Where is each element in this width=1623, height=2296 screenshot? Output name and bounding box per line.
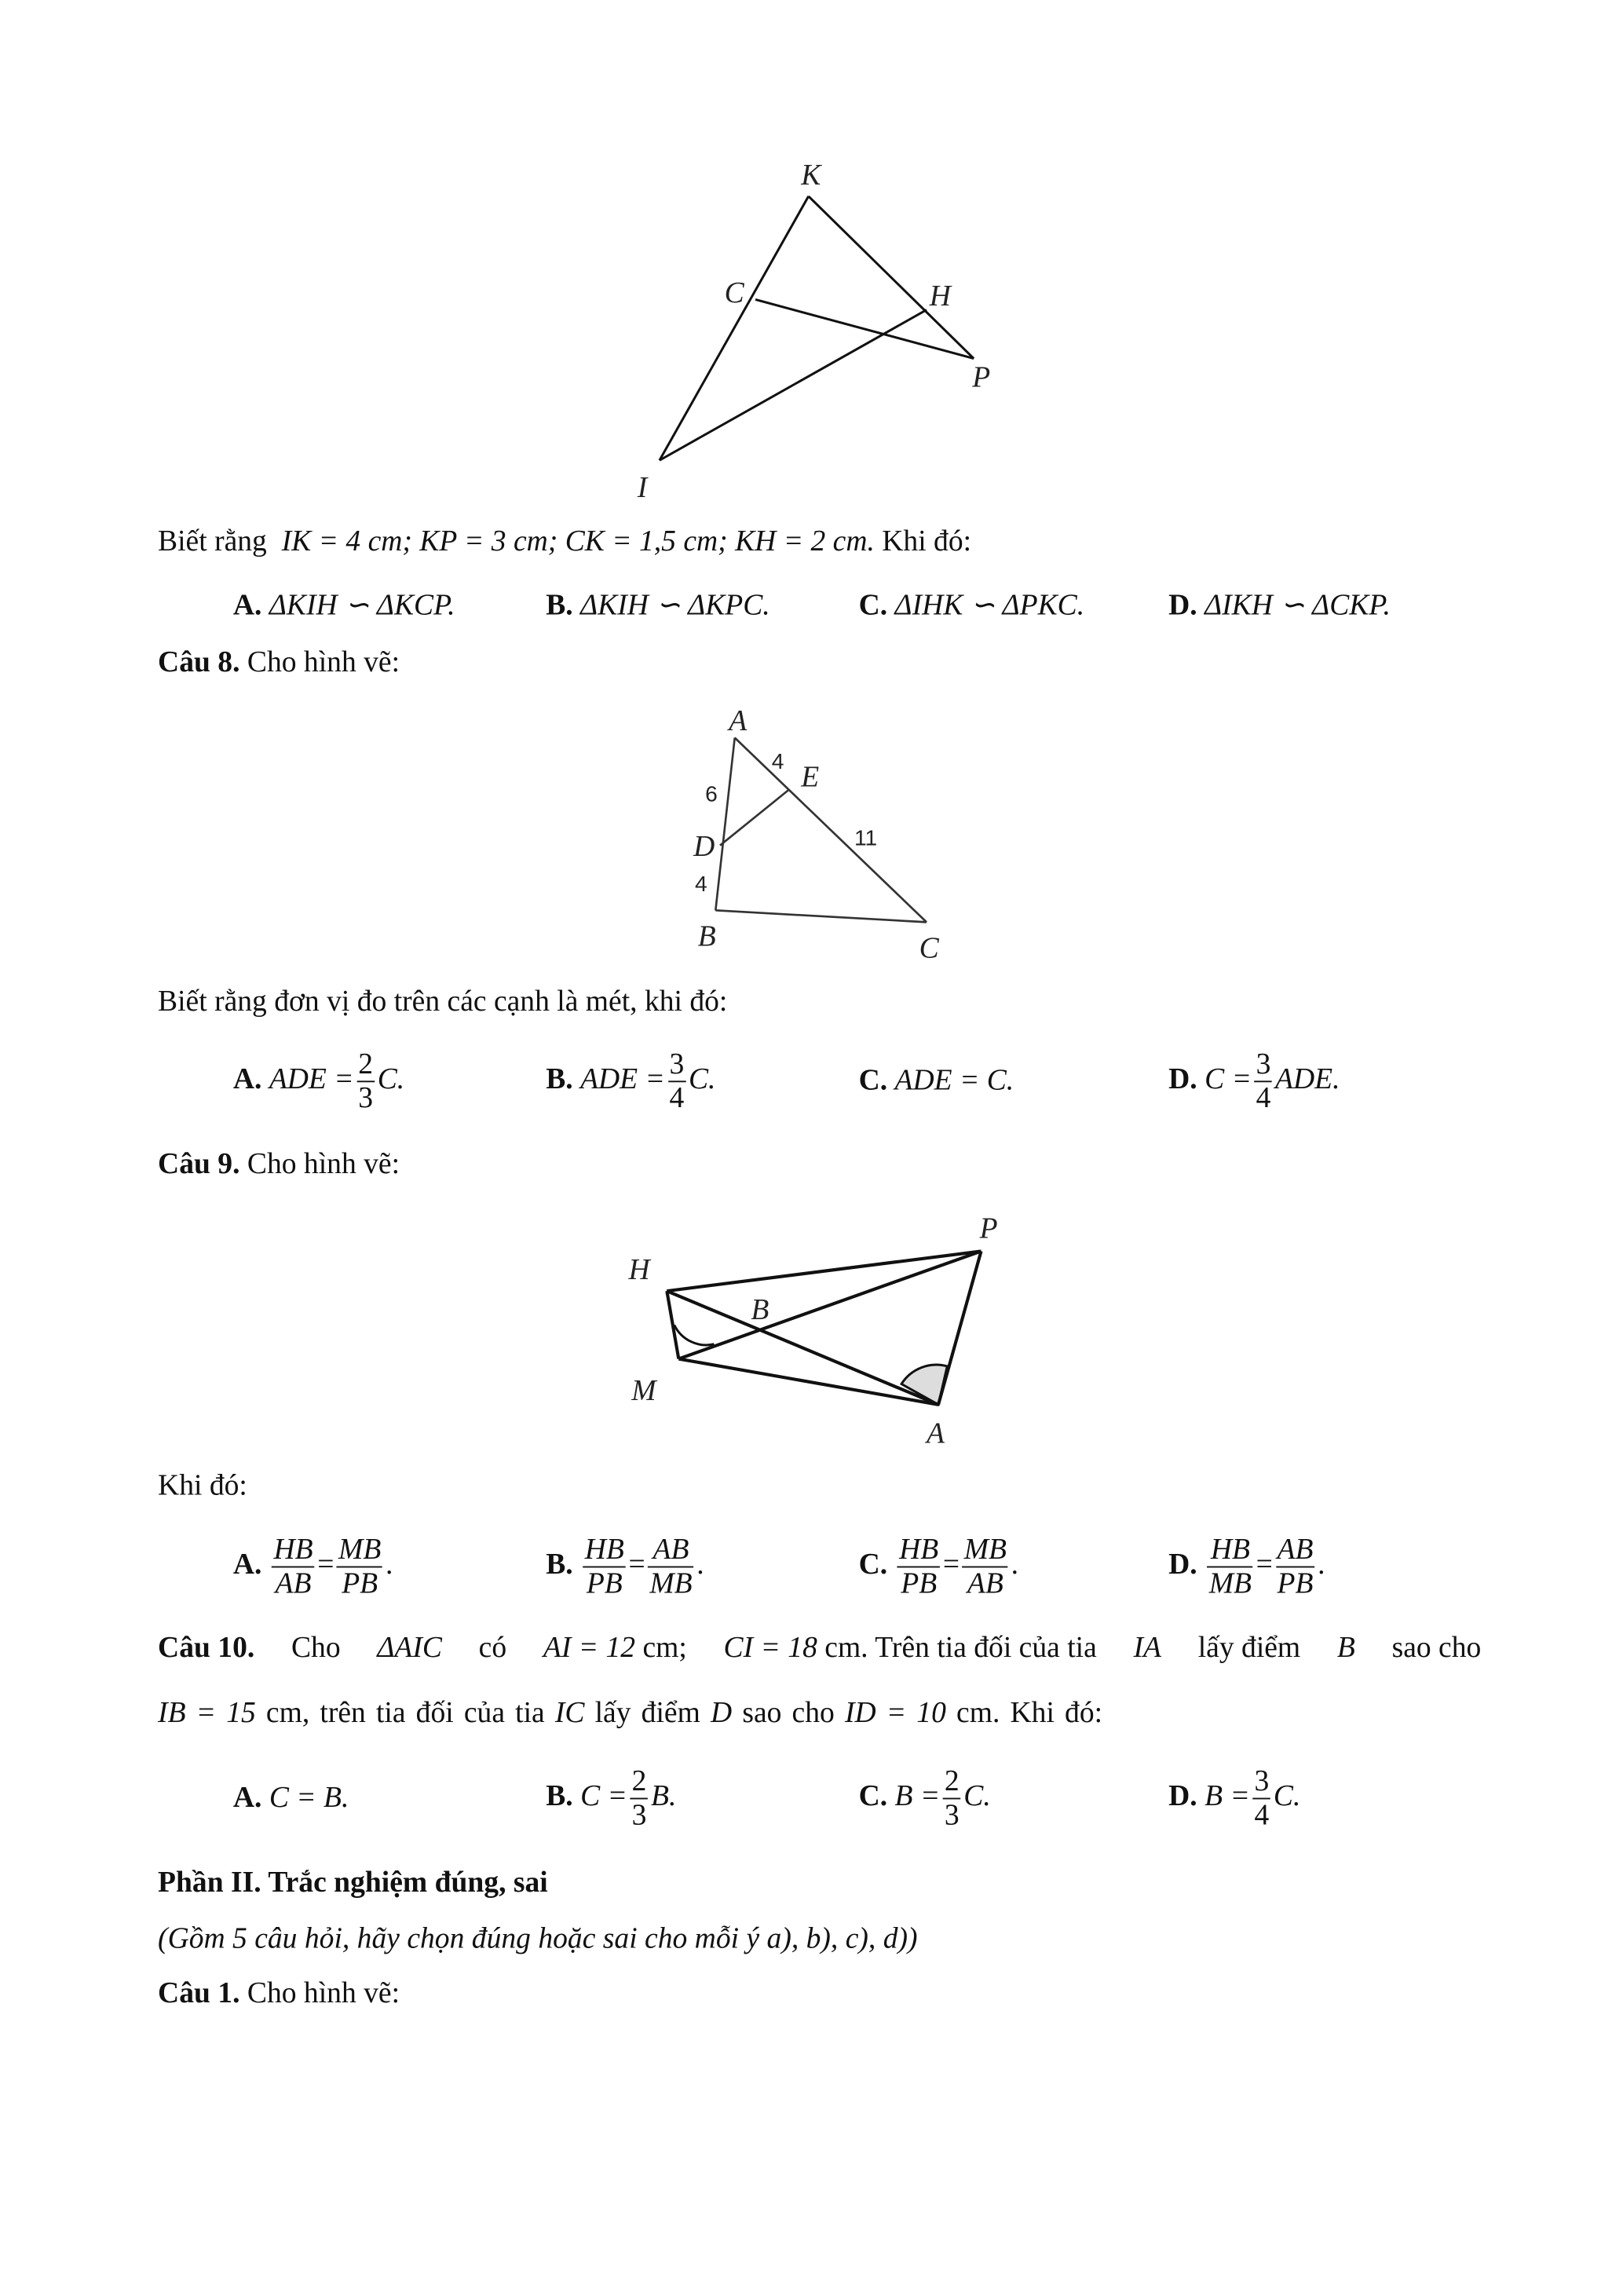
- option-letter: D.: [1168, 1548, 1197, 1581]
- option-letter: B.: [546, 1062, 573, 1096]
- label-p: P: [972, 361, 991, 394]
- option-lhs: C = B.: [269, 1781, 349, 1815]
- option-letter: B.: [546, 1780, 573, 1813]
- numerator: HB: [273, 1534, 313, 1567]
- q8-option-c[interactable]: [859, 1065, 1014, 1099]
- label-d: D: [693, 830, 715, 863]
- question-title: Câu 1.: [158, 1976, 240, 2010]
- option-letter: C.: [858, 1780, 888, 1813]
- fraction: [631, 1765, 649, 1832]
- length-db: 4: [695, 870, 707, 896]
- option-letter: D.: [1168, 1062, 1197, 1096]
- question-title: Câu 8.: [158, 646, 240, 679]
- math: IB = 15: [158, 1696, 256, 1730]
- label-h2: H: [628, 1254, 650, 1287]
- math: IA: [1133, 1632, 1162, 1665]
- q7-option-d[interactable]: [1168, 587, 1391, 623]
- numerator: AB: [1277, 1534, 1314, 1567]
- given-prefix: Biết rằng: [158, 525, 267, 558]
- option-lhs: ADE =: [580, 1062, 665, 1096]
- option-letter: A.: [232, 589, 262, 622]
- given-kp: KP = 3 cm;: [419, 525, 558, 558]
- fraction: [1255, 1048, 1273, 1115]
- given-ck: CK = 1,5 cm;: [565, 525, 728, 558]
- denominator: 4: [1256, 1082, 1271, 1115]
- option-letter: B.: [546, 589, 573, 622]
- figure-quadrilateral-hpam: [667, 1251, 981, 1404]
- segment-ki: [660, 196, 809, 460]
- option-rhs: C.: [1273, 1780, 1301, 1813]
- label-c2: C: [919, 932, 939, 965]
- fraction: [648, 1534, 693, 1600]
- option-lhs: B =: [894, 1780, 941, 1813]
- segment-kp: [809, 196, 974, 359]
- numerator: 2: [358, 1048, 374, 1081]
- fraction: [1276, 1534, 1315, 1600]
- q9-option-a[interactable]: A. $\frac{HB}{AB}$ = $\frac{MB}{PB}$ .: [232, 1534, 393, 1600]
- denominator: PB: [586, 1567, 623, 1600]
- part2-q1-heading: [158, 1977, 400, 2011]
- option-letter: B.: [546, 1548, 573, 1581]
- numerator: 3: [1254, 1765, 1270, 1798]
- q10-line1: [158, 1632, 1481, 1665]
- denominator: 3: [358, 1082, 374, 1115]
- denominator: 4: [1254, 1799, 1270, 1832]
- math: IC: [554, 1696, 585, 1730]
- option-lhs: ADE =: [269, 1062, 354, 1096]
- figure-triangle-abc: [715, 738, 927, 923]
- label-a2: A: [927, 1417, 945, 1450]
- q9-statement: Khi đó:: [158, 1469, 247, 1502]
- denominator: PB: [342, 1567, 378, 1600]
- numerator: MB: [963, 1534, 1007, 1567]
- given-kh: KH = 2 cm.: [735, 525, 875, 558]
- q9-option-d[interactable]: D. $\frac{HB}{MB}$ = $\frac{AB}{PB}$ .: [1168, 1534, 1325, 1600]
- q8-statement: Biết rằng đơn vị đo trên các cạnh là mét, khi đó:: [158, 985, 728, 1018]
- q9-heading: [158, 1148, 400, 1182]
- text: lấy điểm: [1197, 1632, 1301, 1665]
- question-prompt: Cho hình vẽ:: [247, 646, 400, 679]
- math: D: [711, 1696, 733, 1730]
- denominator: MB: [649, 1567, 693, 1600]
- option-lhs: C =: [1204, 1062, 1252, 1096]
- numerator: 3: [669, 1048, 685, 1081]
- numerator: 2: [944, 1765, 960, 1798]
- option-lhs: ADE = C.: [894, 1064, 1014, 1098]
- fraction: [963, 1534, 1008, 1600]
- fraction: [356, 1048, 375, 1115]
- fraction: [272, 1534, 315, 1600]
- fraction: [1253, 1765, 1271, 1832]
- text: lấy điểm: [594, 1696, 700, 1730]
- option-letter: C.: [858, 589, 888, 622]
- q8-option-b[interactable]: [546, 1048, 715, 1115]
- segment-ih: [660, 310, 927, 461]
- label-b: B: [697, 920, 716, 953]
- denominator: 4: [669, 1082, 685, 1115]
- fraction: [337, 1534, 382, 1600]
- part2-note: (Gồm 5 câu hỏi, hãy chọn đúng hoặc sai cho mỗi ý a), b), c), d)): [158, 1922, 918, 1955]
- label-c: C: [724, 277, 744, 310]
- text: Cho: [291, 1632, 341, 1665]
- numerator: HB: [584, 1534, 624, 1567]
- numerator: HB: [899, 1534, 939, 1567]
- label-i: I: [637, 472, 648, 505]
- numerator: AB: [648, 1534, 693, 1567]
- length-ad: 6: [705, 781, 718, 806]
- text: cm. Trên tia đối của tia: [824, 1632, 1097, 1665]
- q7-option-a[interactable]: [233, 587, 455, 623]
- fraction: [668, 1048, 686, 1115]
- option-lhs: B =: [1204, 1780, 1250, 1813]
- text: cm;: [642, 1632, 687, 1665]
- denominator: 3: [944, 1799, 960, 1832]
- q10-option-b[interactable]: [546, 1765, 676, 1832]
- label-m: M: [631, 1375, 656, 1408]
- fraction: [583, 1534, 626, 1600]
- numerator: MB: [338, 1534, 382, 1567]
- option-rhs: B.: [650, 1780, 677, 1813]
- option-rhs: C.: [688, 1062, 716, 1096]
- q7-option-c[interactable]: [859, 587, 1085, 623]
- text: sao cho: [742, 1696, 835, 1730]
- label-a: A: [729, 705, 748, 738]
- math: ΔAIC: [377, 1632, 442, 1665]
- label-p2: P: [979, 1212, 998, 1245]
- denominator: MB: [1208, 1567, 1252, 1600]
- option-text: ΔKIH ∽ ΔKPC.: [580, 589, 770, 622]
- fraction: [1208, 1534, 1253, 1600]
- question-prompt: Cho hình vẽ:: [247, 1976, 400, 2010]
- length-ae: 4: [771, 748, 784, 773]
- option-rhs: C.: [963, 1780, 991, 1813]
- q10-line2: [158, 1697, 1102, 1731]
- option-letter: A.: [232, 1062, 262, 1096]
- numerator: HB: [1208, 1534, 1253, 1567]
- question-title: Câu 10.: [158, 1632, 255, 1665]
- denominator: PB: [901, 1567, 938, 1600]
- text: cm, trên tia đối của tia: [265, 1696, 545, 1730]
- q7-option-b[interactable]: [546, 587, 769, 623]
- option-lhs: C =: [580, 1780, 627, 1813]
- text: cm. Khi đó:: [956, 1696, 1103, 1730]
- option-letter: C.: [858, 1064, 888, 1098]
- numerator: 2: [631, 1765, 647, 1798]
- text: có: [478, 1632, 507, 1665]
- question-title: Câu 9.: [158, 1147, 240, 1181]
- q8-option-d[interactable]: [1168, 1048, 1340, 1115]
- q9-option-c[interactable]: C. $\frac{HB}{PB}$ = $\frac{MB}{AB}$ .: [858, 1534, 1019, 1600]
- math: CI = 18: [723, 1632, 817, 1665]
- numerator: 3: [1256, 1048, 1271, 1081]
- denominator: AB: [275, 1567, 312, 1600]
- denominator: PB: [1277, 1567, 1314, 1600]
- label-h: H: [929, 280, 951, 313]
- q8-heading: [158, 646, 400, 680]
- option-rhs: ADE.: [1275, 1062, 1340, 1096]
- given-suffix: Khi đó:: [882, 525, 972, 558]
- option-letter: A.: [232, 1781, 262, 1815]
- option-rhs: C.: [377, 1062, 405, 1096]
- text: sao cho: [1391, 1632, 1482, 1665]
- q10-option-a[interactable]: [233, 1782, 349, 1815]
- length-ec: 11: [854, 824, 878, 850]
- q9-option-b[interactable]: B. $\frac{HB}{PB}$ = $\frac{AB}{MB}$ .: [546, 1534, 704, 1600]
- math: AI = 12: [543, 1632, 636, 1665]
- q7-given: [158, 525, 971, 559]
- math: ID = 10: [844, 1696, 946, 1730]
- label-e: E: [801, 761, 820, 794]
- option-text: ΔIHK ∽ ΔPKC.: [894, 589, 1085, 622]
- denominator: 3: [631, 1799, 647, 1832]
- q8-option-a[interactable]: [233, 1048, 404, 1115]
- option-letter: A.: [232, 1548, 262, 1581]
- denominator: AB: [967, 1567, 1003, 1600]
- option-letter: D.: [1168, 1780, 1197, 1813]
- q10-option-c[interactable]: [859, 1765, 991, 1832]
- option-text: ΔIKH ∽ ΔCKP.: [1204, 589, 1391, 622]
- option-letter: C.: [858, 1548, 888, 1581]
- q10-option-d[interactable]: [1168, 1765, 1300, 1832]
- math: B: [1336, 1632, 1355, 1665]
- fraction: [897, 1534, 940, 1600]
- question-prompt: Cho hình vẽ:: [247, 1147, 400, 1181]
- option-letter: D.: [1168, 589, 1197, 622]
- option-text: ΔKIH ∽ ΔKCP.: [269, 589, 455, 622]
- part2-title: Phần II. Trắc nghiệm đúng, sai: [158, 1866, 548, 1899]
- fraction: [943, 1765, 961, 1832]
- label-b2: B: [751, 1293, 769, 1326]
- label-k: K: [801, 159, 821, 192]
- given-ik: IK = 4 cm;: [281, 525, 412, 558]
